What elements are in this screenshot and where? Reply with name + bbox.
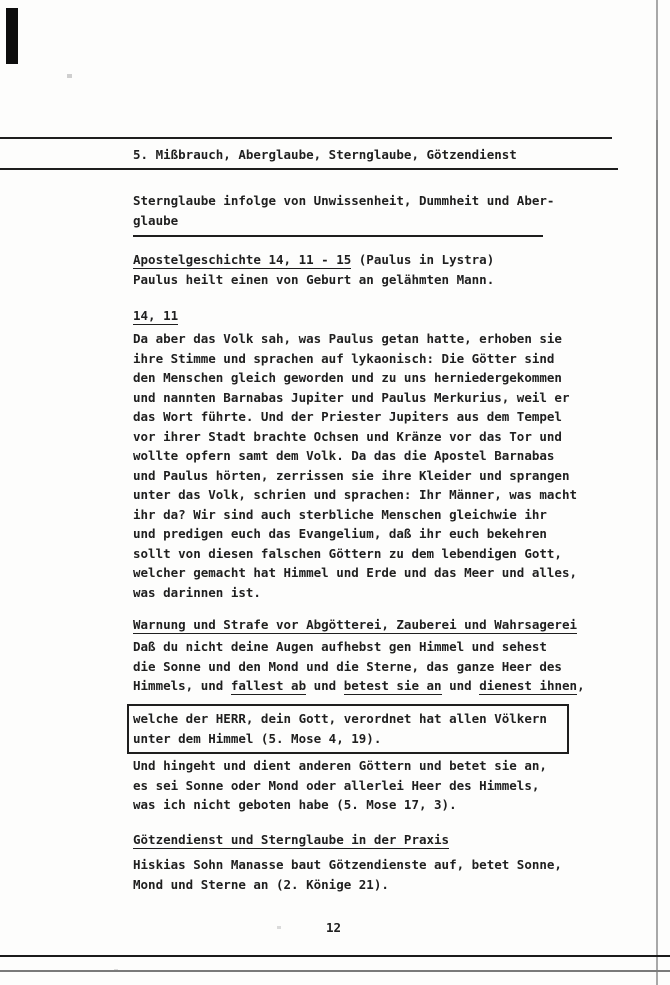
text-segment: wollte opfern samt dem Volk. Da das die Apostel Barnabas — [133, 448, 555, 463]
text-line — [133, 306, 178, 326]
footer-rule-primary — [0, 955, 670, 957]
text-segment: den Menschen gleich geworden und zu uns herniedergekommen — [133, 370, 562, 385]
page-number: 12 — [326, 920, 342, 935]
text-segment: ihre Stimme und sprachen auf lykaonisch: Die Götter sind — [133, 350, 555, 366]
text-line — [133, 349, 577, 369]
text-line — [133, 329, 577, 349]
text-segment: und Paulus hörten, zerrissen sie ihre Kleider und sprangen — [133, 467, 570, 483]
text-segment: das Wort führte. Und der Priester Jupiters aus dem Tempel — [133, 409, 562, 424]
text-line — [133, 676, 585, 696]
text-line — [133, 729, 563, 749]
text-line — [133, 388, 577, 408]
text-line — [133, 615, 577, 635]
text-line — [133, 756, 547, 776]
heading-underline-rule — [133, 235, 543, 237]
text-line — [133, 637, 585, 657]
verse-reference-14-11 — [133, 306, 178, 326]
text-line — [133, 191, 554, 211]
text-line — [133, 250, 494, 270]
boxed-citation-5-mose-4-19 — [127, 704, 569, 754]
text-segment: Himmels, und — [133, 678, 231, 693]
text-line — [133, 446, 577, 466]
text-segment: und — [306, 678, 344, 693]
text-line — [133, 875, 562, 895]
text-line — [133, 485, 577, 505]
text-line — [133, 657, 585, 677]
header-rule-bottom — [0, 168, 618, 170]
text-segment: die Sonne und den Mond und die Sterne, das ganze Heer des — [133, 658, 562, 674]
text-segment: Hiskias Sohn Manasse baut Götzendienste auf, betet Sonne, — [133, 857, 562, 872]
text-segment: glaube — [133, 212, 179, 228]
text-segment: ihr da? Wir sind auch sterbliche Menschen gleichwie ihr — [133, 506, 547, 522]
paragraph-5-mose-17-3 — [133, 756, 547, 815]
text-segment: , — [577, 678, 585, 693]
text-segment: welche der HERR, dein Gott, verordnet hat allen Völkern — [133, 711, 547, 726]
heading-sternglaube-intro — [133, 191, 554, 230]
text-line — [133, 524, 577, 544]
text-line — [133, 407, 577, 427]
text-line — [133, 544, 577, 564]
text-segment: und — [441, 678, 480, 693]
scan-speck — [67, 74, 72, 78]
text-line — [133, 563, 577, 583]
text-line — [133, 795, 547, 815]
text-segment: Da aber das Volk sah, was Paulus getan hatte, erhoben sie — [133, 331, 562, 346]
text-line — [133, 368, 577, 388]
text-segment: Sternglaube infolge von Unwissenheit, Dummheit und Aber- — [133, 193, 555, 208]
corner-registration-mark — [6, 8, 18, 64]
underlined-text-segment: fallest ab — [230, 678, 307, 693]
text-line — [133, 466, 577, 486]
text-segment: was darinnen ist. — [133, 584, 261, 600]
text-segment: Mond und Sterne an (2. Könige 21). — [133, 876, 389, 892]
text-segment: Daß du nicht deine Augen aufhebst gen Himmel und sehest — [133, 639, 547, 654]
underlined-text-segment: Apostelgeschichte 14, 11 - 15 — [133, 252, 352, 267]
text-segment: unter das Volk, schrien und sprachen: Ihr Männer, was macht — [133, 487, 578, 502]
text-segment: Und hingeht und dient anderen Göttern und betet sie an, — [133, 758, 547, 773]
text-segment: welcher gemacht hat Himmel und Erde und das Meer und alles, — [133, 565, 578, 580]
text-line — [133, 505, 577, 525]
page-header-title: 5. Mißbrauch, Aberglaube, Sternglaube, Götzendienst — [133, 147, 517, 162]
text-segment: (Paulus in Lystra) — [351, 252, 495, 267]
paragraph-hiskias-manasse — [133, 855, 562, 894]
heading-warnung-und-strafe — [133, 615, 577, 635]
underlined-text-segment: betest sie an — [343, 678, 442, 693]
footer-rule-secondary — [0, 970, 670, 972]
text-segment: was ich nicht geboten habe (5. Mose 17, 3). — [133, 797, 457, 812]
paragraph-acts-14 — [133, 329, 577, 602]
text-segment: Paulus heilt einen von Geburt an gelähmten Mann. — [133, 271, 495, 287]
text-line — [133, 855, 562, 875]
text-line — [133, 776, 547, 796]
underlined-text-segment: dienest ihnen — [479, 678, 578, 693]
paragraph-warnung — [133, 637, 585, 696]
text-line — [133, 583, 577, 603]
text-line — [133, 270, 494, 290]
text-segment: unter dem Himmel (5. Mose 4, 19). — [133, 730, 382, 746]
underlined-text-segment: Götzendienst und Sternglaube in der Praxis — [133, 832, 450, 847]
scan-speck — [277, 926, 281, 929]
text-line — [133, 709, 563, 729]
text-segment: sollt von diesen falschen Göttern zu dem lebendigen Gott, — [133, 545, 562, 561]
text-segment: vor ihrer Stadt brachte Ochsen und Kränze vor das Tor und — [133, 428, 562, 444]
text-line — [133, 830, 449, 850]
text-line — [133, 427, 577, 447]
heading-apostelgeschichte — [133, 250, 494, 289]
text-segment: und predigen euch das Evangelium, daß ihr euch bekehren — [133, 526, 547, 541]
text-line — [133, 211, 554, 231]
text-segment: und nannten Barnabas Jupiter und Paulus Merkurius, weil er — [133, 389, 570, 405]
heading-goetzendienst-praxis — [133, 830, 449, 850]
header-rule-top — [0, 137, 612, 139]
text-segment: es sei Sonne oder Mond oder allerlei Heer des Himmels, — [133, 777, 540, 793]
underlined-text-segment: 14, 11 — [133, 308, 179, 323]
right-edge-scan-line-dark-segment — [656, 120, 658, 460]
underlined-text-segment: Warnung und Strafe vor Abgötterei, Zauberei und Wahrsagerei — [133, 617, 578, 632]
